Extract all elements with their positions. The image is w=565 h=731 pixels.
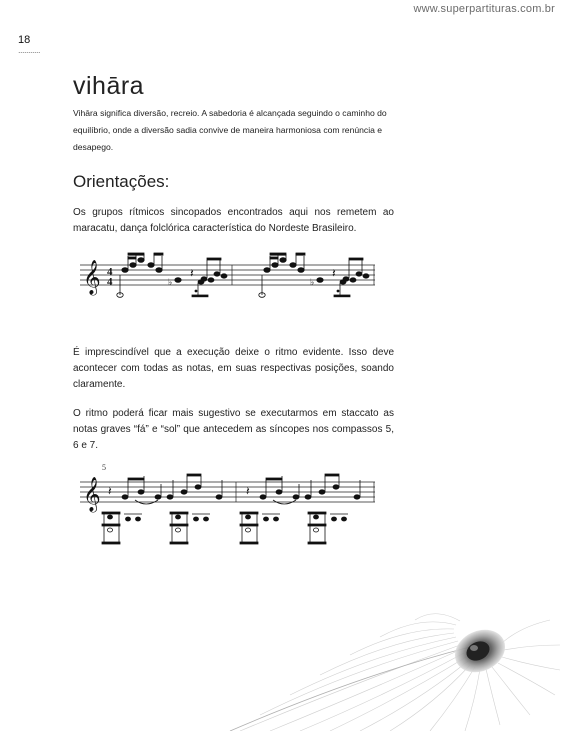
svg-text:𝄽: 𝄽	[190, 266, 194, 280]
time-signature-top: 4	[107, 266, 113, 278]
treble-clef-icon-2: 𝄞	[83, 477, 101, 512]
paragraph-3: O ritmo poderá ficar mais sugestivo se executarmos em staccato as notas graves “fá” e “sol” que antecedem as síncopes nos compassos 5, 6 e 7.	[73, 408, 394, 451]
svg-text:𝄽: 𝄽	[108, 484, 112, 498]
intro-text: Vihāra significa diversão, recreio. A sabedoria é alcançada seguindo o caminho do equilíbrio, onde a diversão sadia convive de maneira harmoniosa com renúncia e desapego.	[73, 108, 387, 152]
svg-text:♭: ♭	[310, 277, 315, 287]
treble-clef-icon: 𝄞	[83, 260, 101, 295]
page-number-dots: ...........	[18, 45, 41, 55]
page-title: vihāra	[73, 72, 145, 100]
svg-text:𝄽: 𝄽	[246, 484, 250, 498]
score-excerpt-2	[80, 462, 380, 552]
section-heading: Orientações:	[73, 172, 170, 191]
svg-text:𝄽: 𝄽	[332, 266, 336, 280]
score-excerpt-1	[80, 248, 380, 308]
peacock-feather-icon	[230, 575, 565, 731]
paragraph-1: Os grupos rítmicos sincopados encontrados aqui nos remetem ao maracatu, dança folclórica característica do Nordeste Brasileiro.	[73, 207, 394, 234]
paragraph-2: É imprescindível que a execução deixe o ritmo evidente. Isso deve acontecer com todas as notas, em suas respectivas posições, soando claramente.	[73, 347, 394, 390]
site-url: www.superpartituras.com.br	[413, 3, 555, 15]
measure-number: 5	[102, 463, 106, 472]
page-number: 18	[18, 34, 31, 46]
svg-text:♭: ♭	[168, 277, 173, 287]
time-signature-bottom: 4	[107, 276, 113, 288]
